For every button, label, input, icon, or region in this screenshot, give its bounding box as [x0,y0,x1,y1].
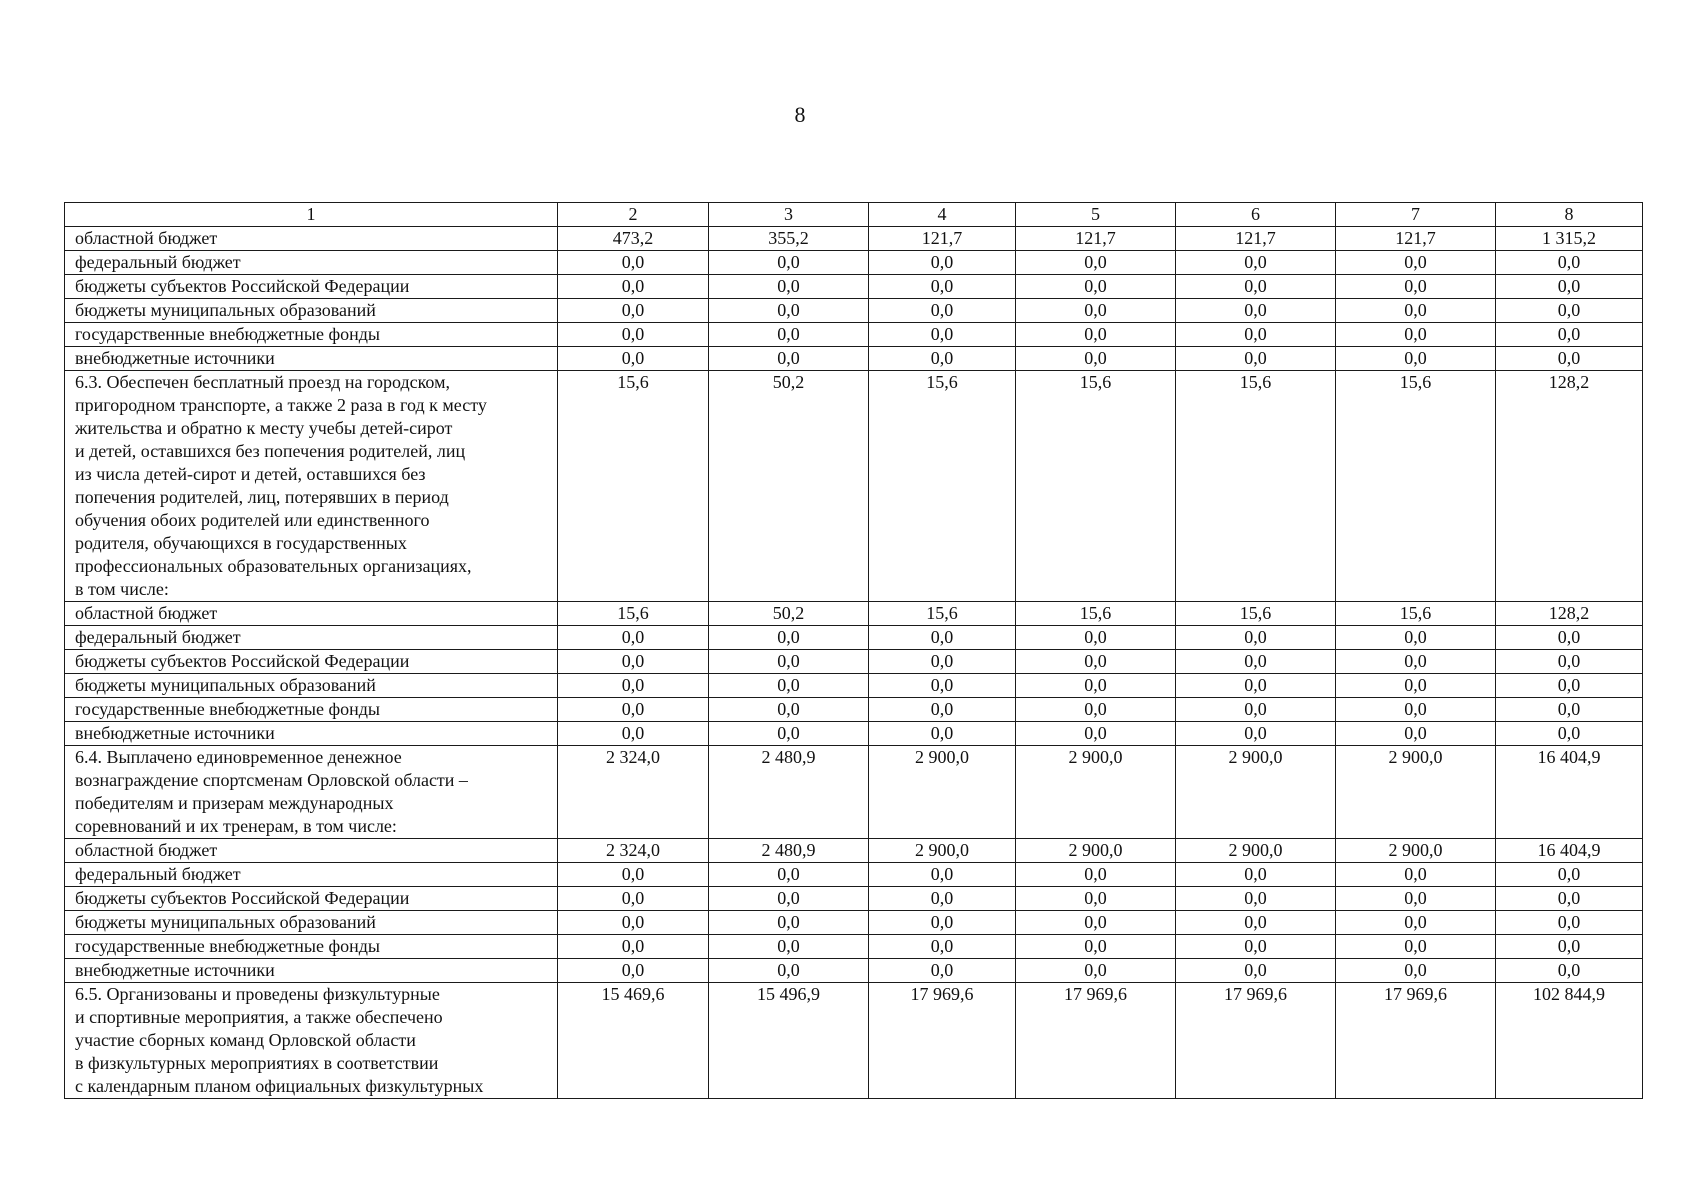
value-cell: 0,0 [558,251,709,275]
budget-source-label: федеральный бюджет [65,626,558,650]
value-cell: 0,0 [1016,626,1176,650]
value-cell: 0,0 [1016,887,1176,911]
column-header: 2 [558,203,709,227]
value-cell: 0,0 [1496,935,1643,959]
value-cell: 0,0 [558,626,709,650]
budget-source-label: областной бюджет [65,227,558,251]
budget-source-label: государственные внебюджетные фонды [65,323,558,347]
value-cell: 15,6 [1336,602,1496,626]
budget-source-label: государственные внебюджетные фонды [65,935,558,959]
budget-source-label: областной бюджет [65,602,558,626]
column-header: 5 [1016,203,1176,227]
value-cell: 0,0 [1176,323,1336,347]
budget-source-row [65,698,1643,722]
value-cell: 0,0 [1496,299,1643,323]
budget-source-label: внебюджетные источники [65,959,558,983]
value-cell: 102 844,9 [1496,983,1643,1099]
value-cell: 0,0 [1016,299,1176,323]
value-cell: 0,0 [1336,299,1496,323]
value-cell: 121,7 [1016,227,1176,251]
value-cell: 0,0 [1496,911,1643,935]
budget-source-label: бюджеты субъектов Российской Федерации [65,887,558,911]
value-cell: 0,0 [1496,275,1643,299]
value-cell: 0,0 [1016,347,1176,371]
value-cell: 15,6 [1016,602,1176,626]
value-cell: 0,0 [1496,887,1643,911]
value-cell: 16 404,9 [1496,746,1643,839]
value-cell: 15,6 [869,371,1016,602]
value-cell: 0,0 [1336,251,1496,275]
budget-source-row [65,299,1643,323]
value-cell: 0,0 [869,275,1016,299]
value-cell: 0,0 [869,323,1016,347]
value-cell: 15,6 [1336,371,1496,602]
value-cell: 15,6 [558,371,709,602]
value-cell: 128,2 [1496,602,1643,626]
value-cell: 2 900,0 [1176,839,1336,863]
value-cell: 0,0 [1496,347,1643,371]
value-cell: 0,0 [1176,251,1336,275]
budget-source-row [65,251,1643,275]
budget-source-label: федеральный бюджет [65,863,558,887]
value-cell: 2 480,9 [709,839,869,863]
budget-source-label: государственные внебюджетные фонды [65,698,558,722]
value-cell: 0,0 [1176,959,1336,983]
value-cell: 0,0 [709,674,869,698]
budget-source-label: бюджеты муниципальных образований [65,299,558,323]
value-cell: 0,0 [558,722,709,746]
value-cell: 0,0 [1016,698,1176,722]
value-cell: 0,0 [709,323,869,347]
budget-table [64,202,1643,1099]
column-header: 3 [709,203,869,227]
value-cell: 2 324,0 [558,746,709,839]
budget-source-row [65,959,1643,983]
budget-source-row [65,602,1643,626]
budget-source-row [65,839,1643,863]
value-cell: 0,0 [1336,674,1496,698]
value-cell: 0,0 [558,863,709,887]
value-cell: 0,0 [558,887,709,911]
value-cell: 2 900,0 [1016,839,1176,863]
value-cell: 0,0 [1336,275,1496,299]
value-cell: 0,0 [709,626,869,650]
value-cell: 0,0 [869,674,1016,698]
value-cell: 0,0 [709,347,869,371]
value-cell: 0,0 [1176,275,1336,299]
value-cell: 0,0 [869,251,1016,275]
budget-source-row [65,911,1643,935]
budget-source-row [65,323,1643,347]
budget-source-row [65,626,1643,650]
header-row [65,203,1643,227]
budget-source-label: внебюджетные источники [65,347,558,371]
value-cell: 2 900,0 [869,746,1016,839]
value-cell: 0,0 [1496,959,1643,983]
value-cell: 17 969,6 [869,983,1016,1099]
value-cell: 15 496,9 [709,983,869,1099]
value-cell: 121,7 [1336,227,1496,251]
value-cell: 0,0 [1496,674,1643,698]
value-cell: 0,0 [558,347,709,371]
value-cell: 0,0 [1176,626,1336,650]
budget-source-row [65,347,1643,371]
value-cell: 0,0 [558,959,709,983]
measure-row [65,983,1643,1099]
value-cell: 0,0 [1016,911,1176,935]
value-cell: 0,0 [709,698,869,722]
value-cell: 0,0 [869,935,1016,959]
value-cell: 16 404,9 [1496,839,1643,863]
value-cell: 0,0 [1016,251,1176,275]
value-cell: 121,7 [1176,227,1336,251]
value-cell: 0,0 [1336,959,1496,983]
value-cell: 15,6 [1176,602,1336,626]
value-cell: 0,0 [869,863,1016,887]
value-cell: 2 480,9 [709,746,869,839]
value-cell: 0,0 [1176,863,1336,887]
table-body [65,227,1643,1099]
value-cell: 0,0 [1496,722,1643,746]
value-cell: 0,0 [869,650,1016,674]
value-cell: 0,0 [869,626,1016,650]
value-cell: 0,0 [1016,275,1176,299]
value-cell: 121,7 [869,227,1016,251]
value-cell: 0,0 [1016,863,1176,887]
value-cell: 0,0 [1336,347,1496,371]
value-cell: 0,0 [709,959,869,983]
value-cell: 0,0 [1496,323,1643,347]
column-header: 8 [1496,203,1643,227]
budget-source-label: бюджеты муниципальных образований [65,911,558,935]
value-cell: 0,0 [1336,626,1496,650]
value-cell: 0,0 [1176,935,1336,959]
budget-source-row [65,863,1643,887]
value-cell: 0,0 [1496,698,1643,722]
value-cell: 0,0 [869,959,1016,983]
value-cell: 2 900,0 [1016,746,1176,839]
value-cell: 15,6 [1016,371,1176,602]
column-header: 1 [65,203,558,227]
value-cell: 15,6 [558,602,709,626]
value-cell: 0,0 [1176,674,1336,698]
value-cell: 0,0 [558,323,709,347]
value-cell: 0,0 [1336,935,1496,959]
value-cell: 0,0 [1336,863,1496,887]
value-cell: 0,0 [709,935,869,959]
value-cell: 0,0 [869,887,1016,911]
budget-source-row [65,935,1643,959]
value-cell: 0,0 [1336,698,1496,722]
value-cell: 17 969,6 [1336,983,1496,1099]
budget-source-row [65,227,1643,251]
budget-source-label: бюджеты субъектов Российской Федерации [65,275,558,299]
value-cell: 15 469,6 [558,983,709,1099]
budget-source-label: бюджеты муниципальных образований [65,674,558,698]
budget-source-row [65,887,1643,911]
value-cell: 15,6 [1176,371,1336,602]
value-cell: 0,0 [1176,299,1336,323]
value-cell: 128,2 [1496,371,1643,602]
value-cell: 0,0 [869,299,1016,323]
value-cell: 0,0 [869,347,1016,371]
value-cell: 0,0 [709,863,869,887]
value-cell: 0,0 [558,935,709,959]
budget-source-label: федеральный бюджет [65,251,558,275]
value-cell: 0,0 [709,911,869,935]
value-cell: 0,0 [558,911,709,935]
value-cell: 0,0 [1496,626,1643,650]
value-cell: 0,0 [1176,722,1336,746]
measure-row [65,371,1643,602]
value-cell: 0,0 [709,275,869,299]
budget-source-label: областной бюджет [65,839,558,863]
budget-source-label: внебюджетные источники [65,722,558,746]
column-header: 7 [1336,203,1496,227]
value-cell: 0,0 [709,650,869,674]
value-cell: 0,0 [1336,650,1496,674]
value-cell: 0,0 [558,674,709,698]
value-cell: 0,0 [1496,650,1643,674]
value-cell: 0,0 [869,698,1016,722]
budget-source-row [65,650,1643,674]
value-cell: 50,2 [709,602,869,626]
value-cell: 0,0 [558,275,709,299]
value-cell: 355,2 [709,227,869,251]
value-cell: 0,0 [1016,959,1176,983]
value-cell: 0,0 [558,299,709,323]
value-cell: 0,0 [1176,887,1336,911]
value-cell: 0,0 [1176,911,1336,935]
value-cell: 0,0 [709,887,869,911]
measure-description: 6.5. Организованы и проведены физкультурные и спортивные мероприятия, а также обеспечено участие сборных команд Орловской области в физкультурных мероприятиях в соответствии с календарным планом официальных физкультурных [65,983,558,1099]
value-cell: 0,0 [709,251,869,275]
value-cell: 1 315,2 [1496,227,1643,251]
value-cell: 0,0 [1016,674,1176,698]
value-cell: 0,0 [869,722,1016,746]
budget-source-label: бюджеты субъектов Российской Федерации [65,650,558,674]
page-number: 8 [794,102,806,127]
value-cell: 473,2 [558,227,709,251]
column-header: 4 [869,203,1016,227]
value-cell: 0,0 [1016,722,1176,746]
value-cell: 0,0 [1176,650,1336,674]
value-cell: 0,0 [869,911,1016,935]
value-cell: 0,0 [1336,887,1496,911]
column-header: 6 [1176,203,1336,227]
budget-source-row [65,722,1643,746]
value-cell: 2 900,0 [1176,746,1336,839]
value-cell: 0,0 [1176,698,1336,722]
value-cell: 0,0 [558,698,709,722]
measure-description: 6.4. Выплачено единовременное денежное вознаграждение спортсменам Орловской области – победителям и призерам международных соревнований и их тренерам, в том числе: [65,746,558,839]
value-cell: 0,0 [709,299,869,323]
measure-description: 6.3. Обеспечен бесплатный проезд на городском, пригородном транспорте, а также 2 раза в год к месту жительства и обратно к месту учебы детей-сирот и детей, оставшихся без попечения родителей, лиц из числа детей-сирот и детей, оставшихся без попечения родителей, лиц, потерявших в период обучения обоих родителей или единственного родителя, обучающихся в государственных профессиональных образовательных организациях, в том числе: [65,371,558,602]
value-cell: 17 969,6 [1016,983,1176,1099]
value-cell: 0,0 [1016,935,1176,959]
value-cell: 0,0 [1496,863,1643,887]
value-cell: 2 900,0 [1336,839,1496,863]
value-cell: 15,6 [869,602,1016,626]
value-cell: 0,0 [1496,251,1643,275]
value-cell: 0,0 [1176,347,1336,371]
budget-source-row [65,674,1643,698]
value-cell: 0,0 [1016,323,1176,347]
value-cell: 0,0 [1336,911,1496,935]
value-cell: 0,0 [709,722,869,746]
budget-source-row [65,275,1643,299]
value-cell: 0,0 [1336,722,1496,746]
value-cell: 50,2 [709,371,869,602]
value-cell: 2 900,0 [869,839,1016,863]
value-cell: 0,0 [1016,650,1176,674]
value-cell: 2 324,0 [558,839,709,863]
value-cell: 17 969,6 [1176,983,1336,1099]
measure-row [65,746,1643,839]
value-cell: 0,0 [1336,323,1496,347]
value-cell: 2 900,0 [1336,746,1496,839]
value-cell: 0,0 [558,650,709,674]
